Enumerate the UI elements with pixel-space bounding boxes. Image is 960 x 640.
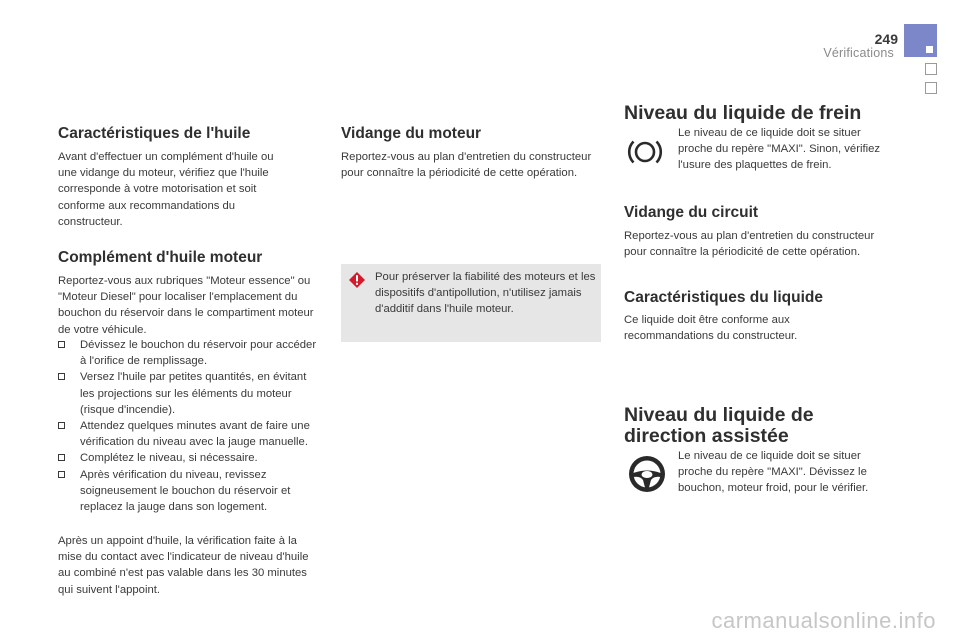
list-item-text: Complétez le niveau, si nécessaire. (80, 452, 258, 465)
checkbox-bullet-icon (58, 341, 65, 348)
checkbox-bullet-icon (58, 454, 65, 461)
brake-warning-icon (625, 136, 665, 168)
oil-characteristics-title: Caractéristiques de l'huile (58, 125, 251, 142)
list-item (58, 418, 320, 450)
fluid-characteristics-text: Ce liquide doit être conforme aux recommandations du constructeur. (624, 314, 798, 343)
checkbox-bullet-icon (58, 422, 65, 429)
power-steering-title-line2: direction assistée (624, 425, 789, 447)
tab-mark (926, 46, 933, 53)
engine-drain-text: Reportez-vous au plan d'entretien du constructeur pour connaître la périodicité de cette opération. (341, 151, 592, 180)
fluid-characteristics-title: Caractéristiques du liquide (624, 289, 823, 306)
list-item-text: Après vérification du niveau, revissez soigneusement le bouchon du réservoir et replacez la jauge dans son logement. (80, 468, 291, 514)
section-tab[interactable] (904, 24, 937, 57)
brake-fluid-text: Le niveau de ce liquide doit se situer proche du repère "MAXI". Sinon, vérifiez l'usure des plaquettes de frein. (678, 127, 881, 172)
brake-fluid-title: Niveau du liquide de frein (624, 102, 862, 124)
list-item (58, 450, 320, 466)
list-item (58, 467, 320, 516)
engine-drain-title: Vidange du moteur (341, 125, 482, 142)
list-item-text: Dévissez le bouchon du réservoir pour accéder à l'orifice de remplissage. (80, 339, 317, 368)
oil-topup-steps (58, 337, 320, 515)
oil-topup-title: Complément d'huile moteur (58, 249, 263, 266)
page-number: 249 (874, 31, 898, 47)
oil-topup-text: Reportez-vous aux rubriques "Moteur essence" ou "Moteur Diesel" pour localiser l'emplacement du bouchon du réservoir dans le compartiment moteur de votre véhicule. (58, 275, 314, 336)
oil-after-topup-text: Après un appoint d'huile, la vérification faite à la mise du contact avec l'indicateur de niveau d'huile au combiné n'est pas valable dans les 30 minutes qui suivent l'appoint. (58, 535, 309, 596)
list-item-text: Versez l'huile par petites quantités, en évitant les projections sur les éléments du moteur (risque d'incendie). (80, 371, 307, 416)
watermark: carmanualsonline.info (711, 608, 936, 633)
list-item (58, 337, 320, 369)
list-item-text: Attendez quelques minutes avant de faire une vérification du niveau avec la jauge manuelle. (80, 420, 310, 449)
oil-characteristics-text: Avant d'effectuer un complément d'huile ou une vidange du moteur, vérifiez que l'huile corresponde à votre motorisation et soit conforme aux recommandations du constructeur. (58, 151, 274, 228)
checkbox-bullet-icon (58, 373, 65, 380)
steering-wheel-icon (627, 454, 667, 494)
power-steering-title (624, 405, 814, 447)
warning-icon (349, 272, 365, 288)
power-steering-title-line1: Niveau du liquide de (624, 404, 814, 426)
tab-outline-1[interactable] (925, 63, 937, 75)
warning-box (341, 264, 601, 342)
checkbox-bullet-icon (58, 471, 65, 478)
list-item (58, 369, 320, 418)
power-steering-text: Le niveau de ce liquide doit se situer proche du repère "MAXI". Dévissez le bouchon, moteur froid, pour le vérifier. (678, 450, 869, 495)
circuit-drain-title: Vidange du circuit (624, 204, 759, 221)
warning-text: Pour préserver la fiabilité des moteurs et les dispositifs d'antipollution, n'utilisez jamais d'additif dans l'huile moteur. (375, 271, 596, 316)
circuit-drain-text: Reportez-vous au plan d'entretien du constructeur pour connaître la périodicité de cette opération. (624, 230, 875, 259)
section-title: Vérifications (823, 46, 894, 60)
tab-outline-2[interactable] (925, 82, 937, 94)
